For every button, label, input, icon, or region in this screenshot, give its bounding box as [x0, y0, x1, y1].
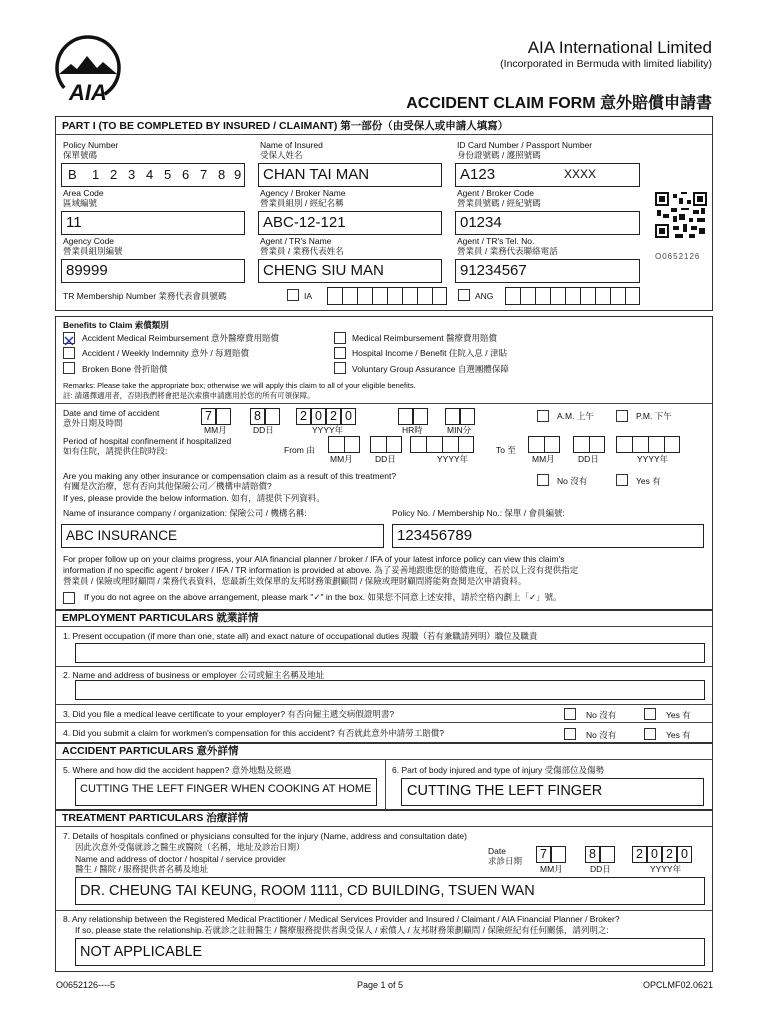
id-card-label-zh: 身份證號碼 / 護照號碼 — [457, 150, 541, 160]
insured-name-field[interactable]: CHAN TAI MAN — [258, 163, 442, 187]
followup-text-2: information if no specific agent / broker / IFA / TR information is provided at above. 為了妥善地跟進您的賠償進度，若於以上沒有提供指定 — [63, 565, 579, 575]
from-year-cells[interactable] — [410, 436, 474, 453]
agent-tel-field[interactable]: 91234567 — [455, 259, 640, 283]
benefit-checkbox-accident-weekly[interactable] — [63, 347, 75, 359]
accident-year-field-2[interactable]: 0 — [311, 408, 326, 425]
occupation-field[interactable] — [75, 643, 705, 663]
hospital-period-label-zh: 如有住院，請提供住院時段: — [63, 446, 168, 456]
consult-day-field-2[interactable] — [600, 846, 615, 863]
to-dd-label: DD日 — [578, 454, 599, 464]
from-dd-label: DD日 — [375, 454, 396, 464]
insured-name-label-zh: 受保人姓名 — [260, 150, 303, 160]
benefit-voluntary-group: Voluntary Group Assurance 自選團體保障 — [352, 364, 509, 374]
benefit-checkbox-accident-medical[interactable] — [63, 332, 75, 344]
q4-workmen-comp: 4. Did you submit a claim for workmen's compensation for this accident? 有否就此意外申請勞工賠償? — [63, 728, 444, 738]
svg-text:AIA: AIA — [69, 80, 107, 105]
if-yes-note: If yes, please provide the below information. 如有，請提供下列資料。 — [63, 493, 325, 503]
am-checkbox[interactable] — [537, 410, 549, 422]
disagree-checkbox[interactable] — [63, 592, 75, 604]
agent-name-label-zh: 營業員 / 業務代表姓名 — [260, 246, 344, 256]
consult-dd-label: DD日 — [590, 864, 611, 874]
accident-month-field-2[interactable] — [216, 408, 231, 425]
pm-checkbox[interactable] — [616, 410, 628, 422]
benefit-checkbox-medical-reimb[interactable] — [334, 332, 346, 344]
consult-date-label: Date — [488, 846, 506, 856]
consult-year-field-4[interactable]: 0 — [677, 846, 692, 863]
aia-logo — [53, 34, 123, 106]
q3-yes-checkbox[interactable] — [644, 708, 656, 720]
insurance-company-field[interactable]: ABC INSURANCE — [61, 524, 384, 548]
consult-year-field-1[interactable]: 2 — [632, 846, 647, 863]
accident-date-label-zh: 意外日期及時間 — [63, 418, 123, 428]
remarks-en: Remarks: Please take the appropriate box; otherwise we will apply this claim to all of your eligible benefits. — [63, 381, 416, 390]
q1-occupation: 1. Present occupation (if more than one, state all) and exact nature of occupational duties 現職（若有兼職請列明）職位及職責 — [63, 631, 538, 641]
area-code-field[interactable]: 11 — [61, 211, 245, 235]
am-label: A.M. 上午 — [557, 411, 594, 421]
other-claim-yes-checkbox[interactable] — [616, 474, 628, 486]
from-mm-label: MM月 — [330, 454, 353, 464]
remarks-zh: 註: 請選擇適用者，否則我們將會把是次索償申請應用於您的所有可領保障。 — [63, 391, 315, 400]
company-name: AIA International Limited — [527, 38, 712, 57]
benefits-title: Benefits to Claim 索償類別 — [63, 320, 169, 330]
part1-title: PART I (TO BE COMPLETED BY INSURED / CLAIMANT) 第一部份（由受保人或申請人填寫） — [62, 120, 509, 132]
q7-doctor-label-zh: 醫生 / 醫院 / 服務提供者名稱及地址 — [75, 864, 209, 874]
to-year-cells[interactable] — [616, 436, 680, 453]
employer-field[interactable] — [75, 680, 705, 700]
agent-tel-label-zh: 營業員 / 業務代表聯絡電話 — [457, 246, 558, 256]
relationship-field[interactable]: NOT APPLICABLE — [75, 938, 705, 966]
q8-relationship: 8. Any relationship between the Registered Medical Practitioner / Medical Services Provider and Insured / Claimant / AIA Financial Planner / Broker? — [63, 914, 620, 924]
benefit-checkbox-broken-bone[interactable] — [63, 362, 75, 374]
followup-text-3: 營業員 / 保險或理財顧問 / 業務代表資料，您最新生效保單的友邦財務策劃顧問 / 保險或理財顧問將能夠查閱是次申請資料。 — [63, 576, 527, 586]
policy-membership-label: Policy No. / Membership No.: 保單 / 會員編號: — [392, 508, 565, 518]
to-mm-label: MM月 — [532, 454, 555, 464]
accident-date-label: Date and time of accident — [63, 408, 160, 418]
agency-name-field[interactable]: ABC-12-121 — [258, 211, 442, 235]
q7-details-zh: 因此次意外受傷就診之醫生或醫院（名稱，地址及診治日期） — [75, 842, 305, 852]
q5-where-how: 5. Where and how did the accident happen? 意外地點及經過 — [63, 765, 292, 775]
consult-year-field-3[interactable]: 2 — [662, 846, 677, 863]
consult-year-field-2[interactable]: 0 — [647, 846, 662, 863]
injury-description-field[interactable]: CUTTING THE LEFT FINGER — [401, 778, 704, 806]
footer-form-code: OPCLMF02.0621 — [642, 980, 713, 990]
ia-label: IA — [304, 291, 313, 301]
agent-code-label: Agent / Broker Code — [457, 188, 535, 198]
accident-min-field-2[interactable] — [460, 408, 475, 425]
area-code-label-zh: 區域編號 — [63, 198, 98, 208]
accident-year-field-1[interactable]: 2 — [296, 408, 311, 425]
other-claim-question-zh: 有關是次治療，您有否向其他保險公司／機構申請賠償? — [63, 481, 272, 491]
agent-code-field[interactable]: 01234 — [455, 211, 640, 235]
consult-mm-label: MM月 — [540, 864, 563, 874]
consult-month-field-2[interactable] — [551, 846, 566, 863]
agent-name-label: Agent / TR's Name — [260, 236, 332, 246]
policy-number-field[interactable]: B 1 2 3 4 5 6 7 8 9 — [61, 163, 245, 187]
consult-date-label-zh: 求診日期 — [488, 856, 523, 866]
area-code-label: Area Code — [63, 188, 104, 198]
consult-month-field[interactable]: 7 — [536, 846, 551, 863]
to-day-cells[interactable] — [573, 436, 605, 453]
from-day-cells[interactable] — [370, 436, 402, 453]
qr-code-icon — [655, 192, 707, 238]
q4-no-checkbox[interactable] — [564, 728, 576, 740]
disagree-text: If you do not agree on the above arrangement, please mark "✓" in the box. 如果您不同意上述安排，請於空格內劃上「✓」號。 — [84, 592, 562, 602]
q4-no-label: No 沒有 — [586, 730, 617, 740]
agency-code-label-zh: 營業員組別編號 — [63, 246, 123, 256]
employment-title: EMPLOYMENT PARTICULARS 就業詳情 — [62, 612, 259, 624]
benefit-accident-weekly: Accident / Weekly Indemnity 意外 / 每週賠償 — [82, 348, 250, 358]
other-claim-yes-label: Yes 有 — [636, 476, 661, 486]
accident-hour-field-2[interactable] — [413, 408, 428, 425]
accident-min-field[interactable] — [445, 408, 460, 425]
form-title: ACCIDENT CLAIM FORM 意外賠償申請書 — [406, 95, 712, 112]
from-yyyy-label: YYYY年 — [437, 454, 469, 464]
from-date-cells[interactable] — [328, 436, 360, 453]
agency-code-field[interactable]: 89999 — [61, 259, 245, 283]
q3-yes-label: Yes 有 — [666, 710, 691, 720]
tr-number-cells-ia[interactable] — [327, 287, 447, 305]
q2-employer: 2. Name and address of business or employer 公司或僱主名稱及地址 — [63, 670, 325, 680]
doctor-hospital-field[interactable]: DR. CHEUNG TAI KEUNG, ROOM 1111, CD BUILDING, TSUEN WAN — [75, 877, 705, 905]
followup-text-1: For proper follow up on your claims progress, your AIA financial planner / broker / IFA of your latest inforce policy can view this claim's — [63, 554, 565, 564]
benefit-medical-reimb: Medical Reimbursement 醫療費用賠償 — [352, 333, 498, 343]
other-claim-no-checkbox[interactable] — [537, 474, 549, 486]
doc-code: O0652126 — [655, 252, 701, 261]
id-card-label: ID Card Number / Passport Number — [457, 140, 593, 150]
agent-code-label-zh: 營業員號碼 / 經紀號碼 — [457, 198, 541, 208]
hr-label: HR時 — [402, 425, 423, 435]
accident-month-field[interactable]: 7 — [201, 408, 216, 425]
to-yyyy-label: YYYY年 — [637, 454, 669, 464]
dd-label: DD日 — [253, 425, 274, 435]
agency-name-label: Agency / Broker Name — [260, 188, 346, 198]
ang-label: ANG — [475, 291, 494, 301]
min-label: MIN分 — [447, 425, 472, 435]
accident-year-field-3[interactable]: 2 — [326, 408, 341, 425]
yyyy-label: YYYY年 — [312, 425, 344, 435]
other-claim-question: Are you making any other insurance or compensation claim as a result of this treatment? — [63, 471, 397, 481]
footer-doc-id: O0652126----5 — [56, 980, 116, 990]
accident-year-field-4[interactable]: 0 — [341, 408, 356, 425]
accident-description-field[interactable]: CUTTING THE LEFT FINGER WHEN COOKING AT HOME — [75, 778, 377, 806]
pm-label: P.M. 下午 — [636, 411, 672, 421]
insured-name-label: Name of Insured — [260, 140, 323, 150]
insurance-company-label: Name of insurance company / organization: 保險公司 / 機構名稱: — [63, 508, 307, 518]
q3-no-checkbox[interactable] — [564, 708, 576, 720]
to-label: To 至 — [496, 445, 516, 455]
benefit-checkbox-hospital-income[interactable] — [334, 347, 346, 359]
id-card-field[interactable]: A123 XXXX — [455, 163, 640, 187]
footer-page-number: Page 1 of 5 — [357, 980, 404, 990]
accident-day-field-2[interactable] — [265, 408, 280, 425]
mm-label: MM月 — [204, 425, 227, 435]
policy-membership-field[interactable]: 123456789 — [392, 524, 704, 548]
q8-relationship-2: If so, please state the relationship.若就診之註冊醫生 / 醫療服務提供者與受保人 / 索償人 / 友邦財務策劃顧問 / 保險經紀有任何關係，請列明之: — [75, 925, 609, 935]
policy-no-label: Policy Number — [63, 140, 119, 150]
q6-injury: 6. Part of body injured and type of injury 受傷部位及傷勢 — [392, 765, 605, 775]
from-label: From 由 — [284, 445, 315, 455]
benefit-accident-medical: Accident Medical Reimbursement 意外醫療費用賠償 — [82, 333, 279, 343]
consult-yyyy-label: YYYY年 — [650, 864, 682, 874]
consult-day-field[interactable]: 8 — [585, 846, 600, 863]
agent-name-field[interactable]: CHENG SIU MAN — [258, 259, 442, 283]
accident-particulars-title: ACCIDENT PARTICULARS 意外詳情 — [62, 745, 239, 757]
ia-checkbox[interactable] — [287, 289, 299, 301]
accident-hour-field[interactable] — [398, 408, 413, 425]
agency-code-label: Agency Code — [63, 236, 115, 246]
company-note: (Incorporated in Bermuda with limited liability) — [500, 58, 712, 70]
tr-number-cells-ang[interactable] — [505, 287, 640, 305]
q7-doctor-label: Name and address of doctor / hospital / service provider — [75, 854, 286, 864]
other-claim-no-label: No 沒有 — [557, 476, 588, 486]
q3-no-label: No 沒有 — [586, 710, 617, 720]
benefit-hospital-income: Hospital Income / Benefit 住院入息 / 津貼 — [352, 348, 507, 358]
ang-checkbox[interactable] — [458, 289, 470, 301]
q4-yes-checkbox[interactable] — [644, 728, 656, 740]
accident-day-field[interactable]: 8 — [250, 408, 265, 425]
agent-tel-label: Agent / TR's Tel. No. — [457, 236, 535, 246]
policy-no-label-zh: 保單號碼 — [63, 150, 98, 160]
q7-details: 7. Details of hospitals confined or physicians consulted for the injury (Name, address and consultation date) — [63, 831, 467, 841]
treatment-title: TREATMENT PARTICULARS 治療詳情 — [62, 812, 249, 824]
hospital-period-label: Period of hospital confinement if hospitalized — [63, 436, 232, 446]
tr-membership-label: TR Membership Number 業務代表會員號碼 — [63, 291, 227, 301]
q3-medical-leave: 3. Did you file a medical leave certificate to your employer? 有否向僱主遞交病假證明書? — [63, 709, 395, 719]
benefit-broken-bone: Broken Bone 骨折賠償 — [82, 364, 168, 374]
agency-name-label-zh: 營業員組別 / 經紀名稱 — [260, 198, 344, 208]
to-month-cells[interactable] — [528, 436, 560, 453]
q4-yes-label: Yes 有 — [666, 730, 691, 740]
benefit-checkbox-voluntary-group[interactable] — [334, 362, 346, 374]
